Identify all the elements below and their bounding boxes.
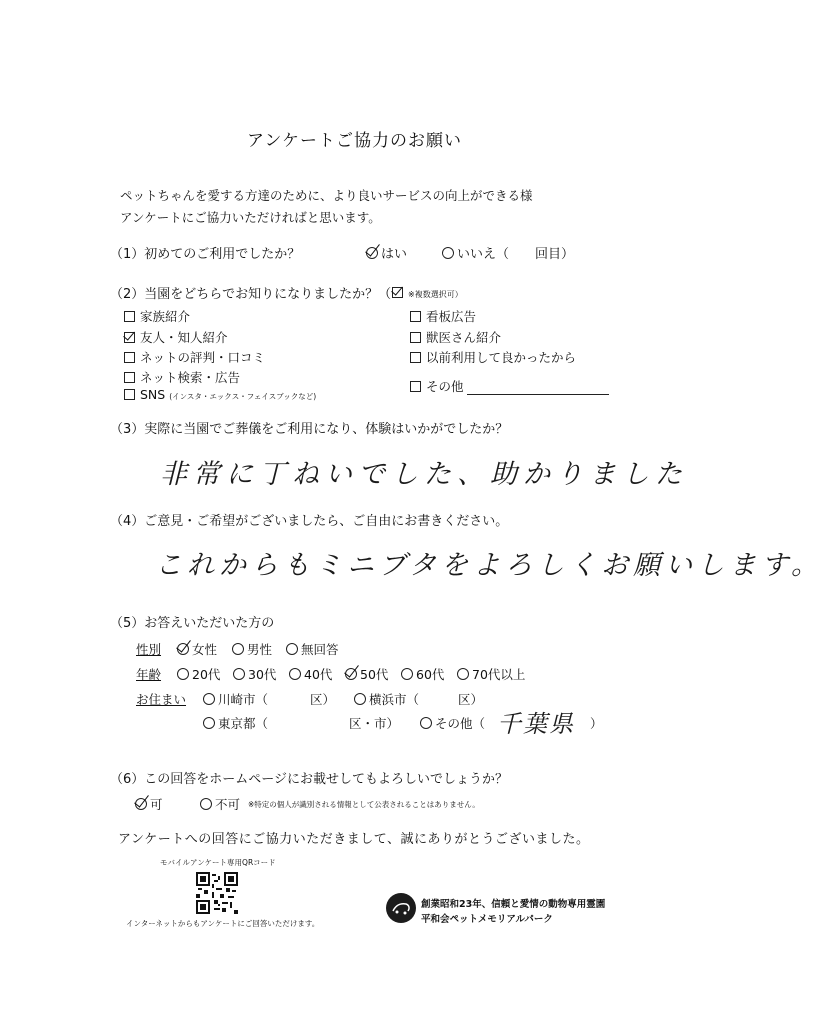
q2-other-line[interactable] [467, 382, 609, 395]
q1-option-no[interactable] [442, 243, 509, 262]
q2-checkbox-checked[interactable] [124, 332, 135, 343]
radio[interactable] [420, 717, 432, 729]
age-option-50s[interactable] [345, 665, 388, 683]
age-option-label: 30代 [248, 667, 277, 682]
q2-note [392, 282, 463, 301]
q2-checkbox[interactable] [410, 381, 421, 392]
gender-option-male[interactable] [232, 640, 272, 658]
q1-times-suffix: 回目） [535, 247, 575, 262]
q2-option-other[interactable] [410, 377, 609, 395]
radio[interactable] [203, 717, 215, 729]
radio[interactable] [200, 798, 212, 810]
radio[interactable] [457, 668, 469, 680]
age-option-label: 60代 [416, 667, 445, 682]
radio[interactable] [177, 668, 189, 680]
address-tokyo-suffix: 区・市） [349, 716, 400, 731]
qr-code-icon[interactable] [196, 872, 238, 914]
intro-line-2: アンケートにご協力いただければと思います。 [120, 210, 381, 225]
address-option-yokohama[interactable] [354, 690, 419, 708]
age-option-40s[interactable] [289, 665, 332, 683]
address-kawasaki-suffix: 区） [310, 692, 336, 707]
q1-label: （1）初めてのご利用でしたか？ [110, 247, 301, 262]
age-option-60s[interactable] [401, 665, 444, 683]
q2-option-net-search[interactable] [124, 368, 240, 386]
age-option-label: 70代以上 [472, 667, 526, 682]
q2-note-checkbox-icon [392, 287, 403, 298]
radio-checked[interactable] [177, 643, 189, 655]
address-option-label: 東京都（ [218, 716, 269, 731]
address-option-kawasaki[interactable] [203, 690, 268, 708]
q2-option-label: 以前利用して良かったから [426, 350, 577, 365]
thanks-message: アンケートへの回答にご協力いただきまして、誠にありがとうございました。 [118, 832, 590, 847]
q2-option-label: 家族紹介 [140, 309, 191, 324]
age-option-30s[interactable] [233, 665, 276, 683]
q2-checkbox[interactable] [124, 352, 135, 363]
q2-option-label: 友人・知人紹介 [140, 330, 228, 345]
q2-option-vet[interactable] [410, 328, 501, 346]
page-title: アンケートご協力のお願い [247, 131, 462, 151]
q6-option-yes[interactable] [135, 795, 163, 813]
qr-note: インターネットからもアンケートにご回答いただけます。 [126, 919, 320, 928]
gender-option-label: 女性 [192, 642, 218, 657]
gender-option-female[interactable] [177, 640, 217, 658]
address-other-handwritten[interactable]: 千葉県 [497, 710, 575, 738]
q1-option-yes[interactable] [366, 243, 407, 262]
q2-option-signboard[interactable] [410, 307, 476, 325]
q2-label: （2）当園をどちらでお知りになりましたか？（ [110, 287, 392, 302]
q5-label: （5）お答えいただいた方の [110, 616, 275, 631]
q3-label: （3）実際に当園でご葬儀をご利用になり、体験はいかがでしたか？ [110, 422, 509, 437]
radio[interactable] [203, 693, 215, 705]
gender-option-label: 無回答 [301, 642, 339, 657]
q1-yes-radio-checked[interactable] [366, 247, 378, 259]
q2-checkbox[interactable] [124, 389, 135, 400]
q6-option-no[interactable] [200, 795, 240, 813]
gender-option-none[interactable] [286, 640, 339, 658]
q2-option-friend[interactable] [124, 328, 228, 346]
q4-label: （4）ご意見・ご希望がございましたら、ご自由にお書きください。 [110, 514, 509, 529]
q2-option-label: ネットの評判・口コミ [140, 350, 266, 365]
q2-option-label: その他 [426, 379, 464, 394]
q2-sns-note: (インスタ・エックス・フェイスブックなど) [169, 392, 317, 401]
age-option-label: 50代 [360, 667, 389, 682]
qr-caption: モバイルアンケート専用QRコード [160, 858, 276, 867]
intro-line-1: ペットちゃんを愛する方達のために、より良いサービスの向上ができる様 [120, 188, 533, 203]
q4-handwritten-answer[interactable]: これからもミニブタをよろしくお願いします。 [155, 550, 823, 581]
address-option-label: その他（ [435, 716, 486, 731]
company-name: 平和会ペットメモリアルパーク [421, 914, 553, 925]
q2-option-label: 獣医さん紹介 [426, 330, 502, 345]
age-option-20s[interactable] [177, 665, 220, 683]
address-option-label: 川崎市（ [218, 692, 269, 707]
radio-checked[interactable] [135, 798, 147, 810]
address-option-label: 横浜市（ [369, 692, 420, 707]
radio[interactable] [401, 668, 413, 680]
radio[interactable] [233, 668, 245, 680]
q2-option-label: ネット検索・広告 [140, 370, 241, 385]
q1-no-label: いいえ（ [457, 247, 510, 262]
q6-label: （6）この回答をホームページにお載せしてもよろしいでしょうか？ [110, 772, 509, 787]
age-option-label: 40代 [304, 667, 333, 682]
q3-handwritten-answer[interactable]: 非常に丁ねいでした、助かりました [160, 459, 688, 490]
q6-note: ※特定の個人が識別される情報として公表されることはありません。 [248, 800, 480, 809]
radio[interactable] [286, 643, 298, 655]
q2-checkbox[interactable] [124, 311, 135, 322]
radio[interactable] [232, 643, 244, 655]
q2-checkbox[interactable] [410, 332, 421, 343]
address-yokohama-suffix: 区） [458, 692, 484, 707]
address-other-suffix: ） [590, 716, 603, 731]
q2-option-label: SNS [140, 387, 166, 402]
q2-option-label: 看板広告 [426, 309, 477, 324]
q2-checkbox[interactable] [410, 311, 421, 322]
age-option-70s[interactable] [457, 665, 525, 683]
company-tagline: 創業昭和23年、信頼と愛情の動物専用霊園 [421, 899, 606, 910]
q2-option-net-review[interactable] [124, 348, 265, 366]
company-logo-icon [386, 893, 416, 923]
age-label: 年齢 [136, 667, 162, 682]
gender-option-label: 男性 [247, 642, 273, 657]
q6-no-label: 不可 [215, 797, 241, 812]
address-label: お住まい [136, 692, 187, 707]
q1-no-radio[interactable] [442, 247, 454, 259]
age-option-label: 20代 [192, 667, 221, 682]
radio-checked[interactable] [345, 668, 357, 680]
address-option-tokyo[interactable] [203, 714, 268, 732]
q2-option-sns[interactable] [124, 387, 316, 402]
q6-yes-label: 可 [150, 797, 163, 812]
q2-note-text: ※複数選択可） [408, 290, 463, 299]
gender-label: 性別 [136, 642, 162, 657]
radio[interactable] [289, 668, 301, 680]
q1-yes-label: はい [381, 247, 408, 262]
q2-option-previous[interactable] [410, 348, 576, 366]
radio[interactable] [354, 693, 366, 705]
q2-checkbox[interactable] [410, 352, 421, 363]
q2-option-family[interactable] [124, 307, 190, 325]
address-option-other[interactable] [420, 714, 485, 732]
q2-checkbox[interactable] [124, 372, 135, 383]
